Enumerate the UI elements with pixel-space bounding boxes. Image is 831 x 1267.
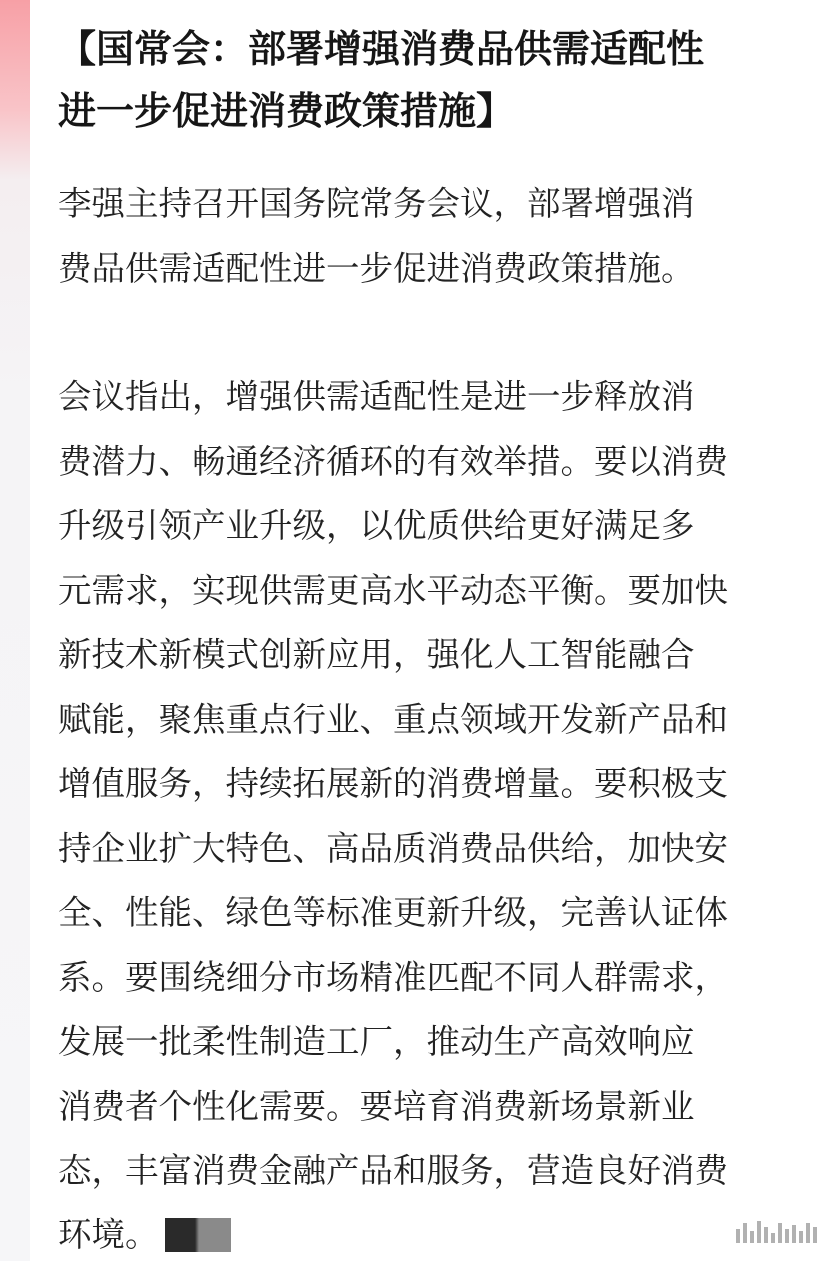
article-title: 【国常会：部署增强消费品供需适配性 进一步促进消费政策措施】 bbox=[58, 27, 705, 133]
paragraph-intro: 李强主持召开国务院常务会议，部署增强消 费品供需适配性进一步促进消费政策措施。 bbox=[58, 184, 695, 288]
article-body bbox=[58, 18, 818, 1204]
watermark-icon bbox=[736, 1221, 817, 1243]
redaction-block bbox=[165, 1218, 231, 1252]
paragraph-tail-row bbox=[58, 1213, 231, 1257]
paragraph-tail-text: 环境。 bbox=[58, 1214, 159, 1254]
left-edge-strip bbox=[0, 0, 30, 1261]
paragraph-meeting-points: 会议指出，增强供需适配性是进一步释放消 费潜力、畅通经济循环的有效举措。要以消费 升级引领产业升级，以优质供给更好满足多 元需求，实现供需更高水平动态平衡。要加快 新技术新模式创新应用，强化人工智能融合 赋能，聚焦重点行业、重点领域开发新产品和 增值服务，持续拓展新的消费增量。要积极支 持企业扩大特色、高品质消费品供给，加快安 全、性能、绿色等标准更新升级，完善认证体 系。要围绕细分市场精准匹配不同人群需求， 发展一批柔性制造工厂，推动生产高效响应 消费者个性化需要。要培育消费新场景新业 态，丰富消费金融产品和服务，营造良好消费 bbox=[58, 377, 728, 1190]
